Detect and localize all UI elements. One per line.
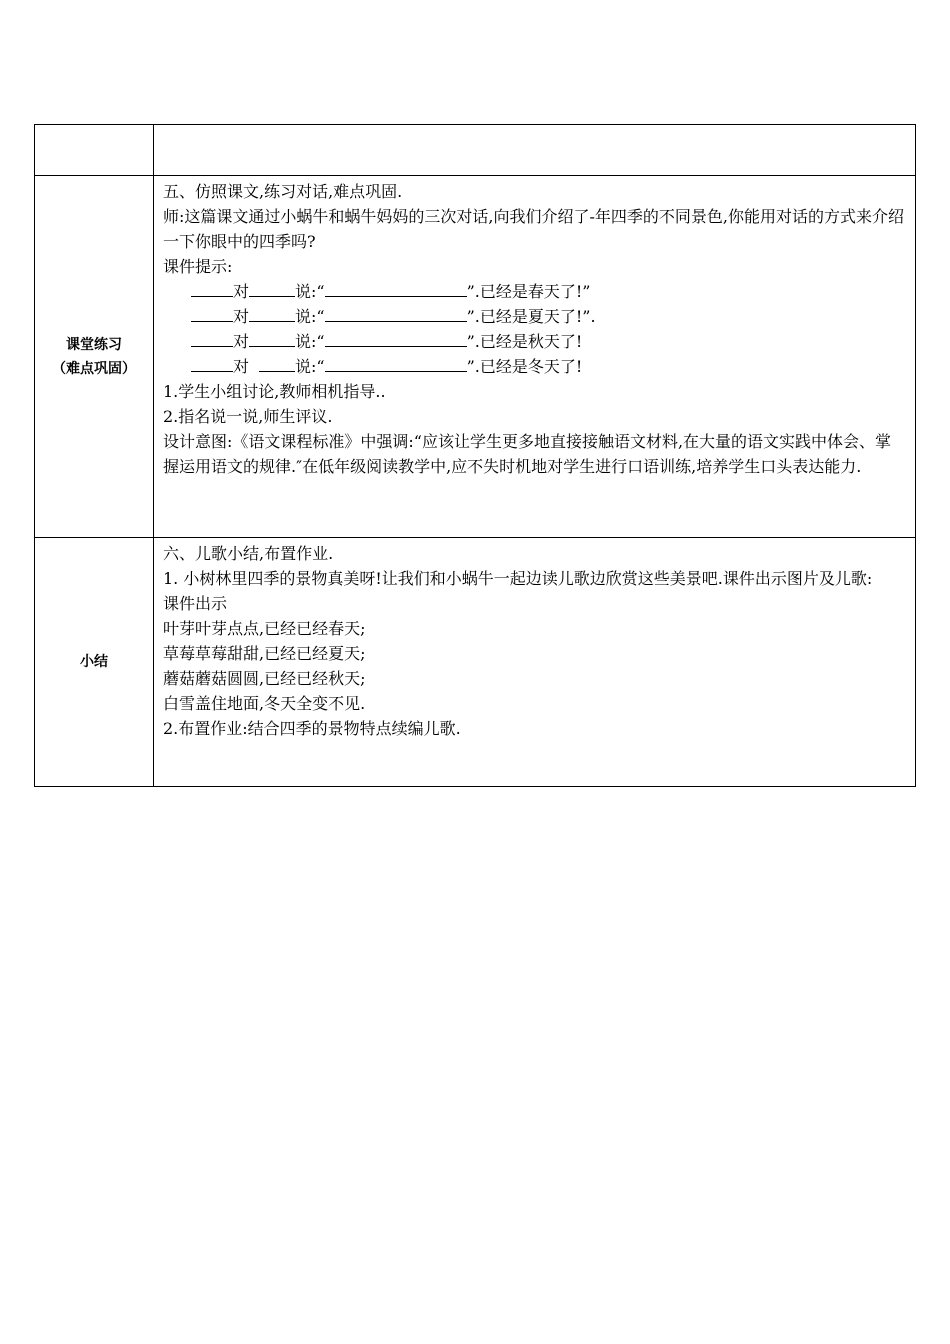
classroom-practice-label [35,176,154,538]
dialog-close: ”. [466,332,480,351]
section-heading: 六、儿歌小结,布置作业. [163,544,334,563]
homework: 2.布置作业:结合四季的景物特点续编儿歌. [163,719,461,738]
label-line: 课堂练习 [66,336,122,353]
lesson-plan-table [34,124,916,787]
dialog-close: ”. [466,357,480,376]
classroom-practice-content [154,176,916,538]
empty-label-cell [35,125,154,176]
song-line: 草莓草莓甜甜,已经已经夏天; [163,644,366,663]
table-row-summary [35,538,916,787]
summary-label [35,538,154,787]
fill-blank [191,280,233,297]
design-intent: 设计意图:《语文课程标准》中强调:“应该让学生更多地直接接触语文材料,在大量的语文实践中体会、掌握运用语文的规律.″在低年级阅读教学中,应不失时机地对学生进行口语训练,培养学生口头表达能力. [163,432,892,476]
table-row-empty [35,125,916,176]
dialog-dui: 对 [233,307,250,326]
empty-content-cell [154,125,916,176]
dialog-tail: 已经是秋天了! [479,332,583,351]
dialog-tail: 已经是春天了!” [479,282,591,301]
label-line: 小结 [80,654,108,670]
dialog-dui: 对 [233,282,250,301]
fill-blank [191,305,233,322]
dialog-line-autumn [163,329,907,354]
dialog-close: ”. [466,307,480,326]
teacher-question: 师:这篇课文通过小蜗牛和蜗牛妈妈的三次对话,向我们介绍了-年四季的不同景色,你能用对话的方式来介绍一下你眼中的四季吗? [163,207,904,251]
fill-blank [191,355,233,372]
dialog-dui: 对 [233,332,250,351]
dialog-shuo: 说:“ [295,307,325,326]
dialog-dui: 对 [233,357,250,376]
fill-blank [325,330,467,347]
dialog-shuo: 说:“ [295,282,325,301]
dialog-close: ”. [466,282,480,301]
fill-blank [325,305,467,322]
song-line: 白雪盖住地面,冬天全变不见. [163,694,366,713]
fill-blank [325,355,467,372]
summary-content [154,538,916,787]
dialog-tail: 已经是冬天了! [479,357,583,376]
dialog-line-summer [163,304,907,329]
dialog-shuo: 说:“ [295,332,325,351]
fill-blank [249,305,295,322]
dialog-shuo: 说:“ [295,357,325,376]
song-line: 蘑菇蘑菇圆圆,已经已经秋天; [163,669,366,688]
fill-blank [249,330,295,347]
courseware-show: 课件出示 [163,594,228,613]
fill-blank [325,280,467,297]
step-2: 2.指名说一说,师生评议. [163,407,333,426]
label-line: （难点巩固） [52,360,136,377]
fill-blank [191,330,233,347]
table-row-classroom-practice [35,176,916,538]
section-heading: 五、仿照课文,练习对话,难点巩固. [163,182,403,201]
fill-blank [259,355,295,372]
hint-label: 课件提示: [163,257,233,276]
dialog-line-spring [163,279,907,304]
fill-blank [249,280,295,297]
dialog-line-winter [163,354,907,379]
step-1: 1.学生小组讨论,教师相机指导.. [163,382,386,401]
summary-intro: 1. 小树林里四季的景物真美呀!让我们和小蜗牛一起边读儿歌边欣赏这些美景吧.课件出示图片及儿歌: [163,569,873,588]
dialog-tail: 已经是夏天了!”. [479,307,596,326]
song-line: 叶芽叶芽点点,已经已经春天; [163,619,366,638]
